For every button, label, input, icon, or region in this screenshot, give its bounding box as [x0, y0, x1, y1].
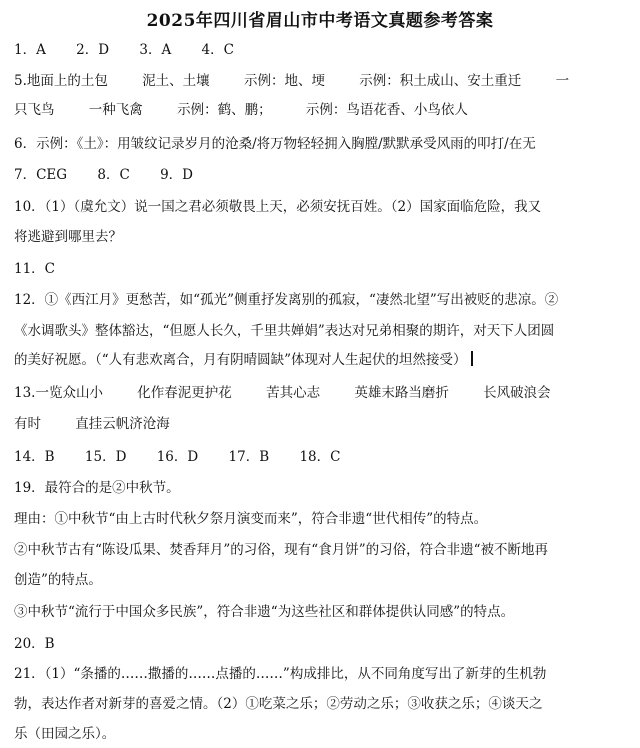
answer-item: 2．D	[76, 42, 110, 58]
answer-19-reason-1: 理由：①中秋节“由上古时代秋夕祭月演变而来”，符合非遗“世代相传”的特点。	[14, 511, 488, 527]
answer-21-line1: 21．（1）“条播的……撒播的……点播的……”构成排比，从不同角度写出了新芽的生机勃	[14, 666, 547, 682]
answer-6: 6．示例：《土》：用皱纹记录岁月的沧桑/将万物轻轻拥入胸膛/默默承受风雨的叩打/在无	[14, 136, 536, 152]
answer-5-line2	[14, 100, 468, 120]
answer-item: 示例：地、埂	[243, 73, 325, 89]
answer-item: 有时	[14, 416, 41, 432]
answer-10-line1: 10．（1）（虞允文）说一国之君必须敬畏上天，必须安抚百姓。（2）国家面临危险，我又	[14, 199, 542, 215]
page-title: 2025年四川省眉山市中考语文真题参考答案	[146, 11, 494, 31]
answer-item: 18．C	[299, 449, 341, 465]
answer-item: 泥土、土壤	[142, 73, 210, 89]
answers-7-9	[14, 165, 193, 185]
answer-item: 化作春泥更护花	[137, 385, 232, 401]
text-cursor	[471, 351, 473, 366]
answer-item: 1．A	[14, 42, 46, 58]
answer-19: 19．最符合的是②中秋节。	[14, 480, 180, 496]
answer-19-reason-3: ③中秋节“流行于中国众多民族”，符合非遗“为这些社区和群体提供认同感”的特点。	[14, 604, 515, 620]
answer-19-reason-2-line1: ②中秋节古有“陈设瓜果、焚香拜月”的习俗，现有“食月饼”的习俗，符合非遗“被不断地再	[14, 542, 549, 558]
answer-20: 20．B	[14, 636, 55, 652]
answer-10-line2: 将逃避到哪里去？	[14, 229, 122, 245]
answer-21-line3: 乐（田园之乐）。	[14, 726, 116, 742]
answers-1-4	[14, 40, 234, 60]
answer-11: 11．C	[14, 261, 56, 277]
answer-item: 7．CEG	[14, 167, 68, 183]
answer-item: 5.地面上的土包	[14, 73, 108, 89]
answer-item: 9．D	[160, 167, 193, 183]
answer-item: 直挂云帆济沧海	[75, 416, 170, 432]
answers-14-18	[14, 447, 340, 467]
answer-item: 14．B	[14, 449, 55, 465]
answer-item: 示例：积土成山、安土重迁	[359, 73, 522, 89]
answer-item: 示例：鸟语花香、小鸟依人	[305, 102, 468, 118]
answer-item: 苦其心志	[266, 385, 321, 401]
answer-19-reason-2-line2: 创造”的特点。	[14, 572, 102, 588]
answer-item: 示例：鹤、鹏；	[177, 102, 272, 118]
answer-item: 一种飞禽	[88, 102, 143, 118]
answer-item: 17．B	[228, 449, 270, 465]
answer-item: 一	[555, 73, 570, 89]
answer-text: 的美好祝愿。（“人有悲欢离合，月有阴晴圆缺”体现对人生起伏的坦然接受）	[14, 352, 467, 368]
answer-5-line1	[14, 71, 569, 91]
answer-item: 16．D	[156, 449, 199, 465]
answer-item: 4．C	[201, 42, 234, 58]
answer-21-line2: 勃，表达作者对新芽的喜爱之情。（2）①吃菜之乐；②劳动之乐；③收获之乐；④谈天之	[14, 696, 543, 712]
answer-item: 8．C	[97, 167, 130, 183]
answer-13-line2	[14, 414, 170, 434]
answer-12-line1: 12．①《西江月》更愁苦，如“孤光”侧重抒发离别的孤寂，“凄然北望”写出被贬的悲凉。②	[14, 292, 559, 308]
answer-item: 英雄末路当磨折	[354, 385, 449, 401]
answer-item: 长风破浪会	[483, 385, 551, 401]
answer-item: 13.一览众山小	[14, 385, 103, 401]
answer-item: 15．D	[84, 449, 127, 465]
answer-12-line3	[14, 350, 473, 370]
answer-item: 只飞鸟	[14, 102, 55, 118]
answer-12-line2: 《水调歌头》整体豁达，“但愿人长久，千里共婵娟”表达对兄弟相聚的期许，对天下人团圆	[14, 323, 555, 339]
answer-item: 3．A	[139, 42, 172, 58]
answer-13-line1	[14, 383, 551, 403]
